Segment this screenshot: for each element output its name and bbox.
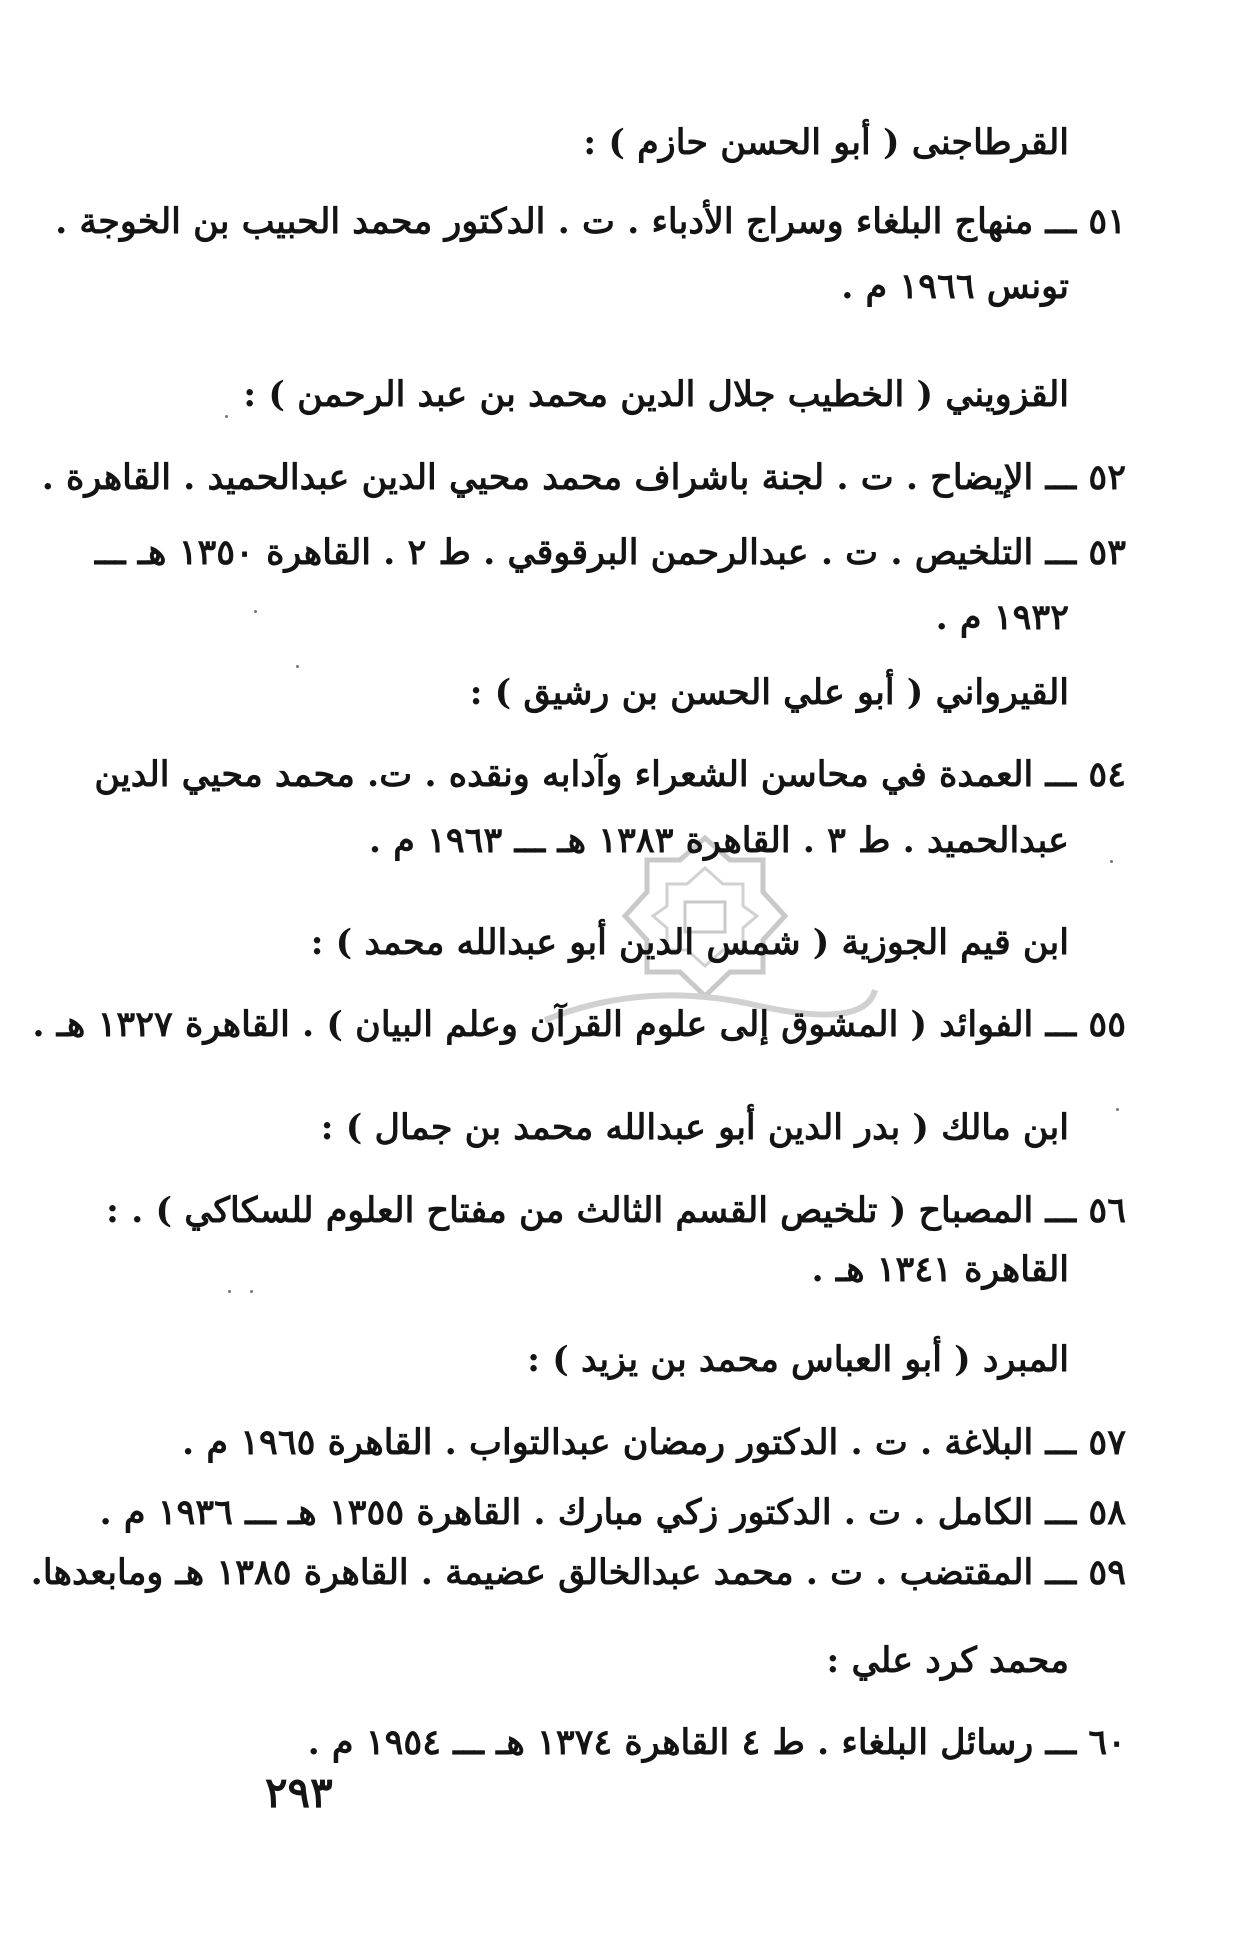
bibliography-entry: ٥٦ ـــ المصباح ( تلخيص القسم الثالث من مفتاح العلوم للسكاكي ) . : bbox=[106, 1190, 1126, 1231]
entry-continuation: عبدالحميد . ط ٣ . القاهرة ١٣٨٣ هـ ـــ ١٩٦٣ م . bbox=[368, 820, 1069, 861]
bibliography-entry: ٥٨ ـــ الكامل . ت . الدكتور زكي مبارك . القاهرة ١٣٥٥ هـ ـــ ١٩٣٦ م . bbox=[99, 1492, 1126, 1533]
author-heading: محمد كرد علي : bbox=[826, 1640, 1069, 1681]
bibliography-entry: ٥٧ ـــ البلاغة . ت . الدكتور رمضان عبدالتواب . القاهرة ١٩٦٥ م . bbox=[182, 1422, 1126, 1463]
entry-continuation: تونس ١٩٦٦ م . bbox=[841, 266, 1069, 307]
bibliography-entry: ٥١ ـــ منهاج البلغاء وسراج الأدباء . ت . الدكتور محمد الحبيب بن الخوجة . bbox=[55, 201, 1126, 242]
scan-speck bbox=[1116, 1108, 1119, 1111]
author-heading: القرطاجنى ( أبو الحسن حازم ) : bbox=[583, 122, 1069, 163]
author-heading: ابن مالك ( بدر الدين أبو عبدالله محمد بن جمال ) : bbox=[320, 1107, 1069, 1148]
bibliography-entry: ٦٠ ـــ رسائل البلغاء . ط ٤ القاهرة ١٣٧٤ هـ ـــ ١٩٥٤ م . bbox=[307, 1722, 1126, 1763]
author-heading: ابن قيم الجوزية ( شمس الدين أبو عبدالله محمد ) : bbox=[310, 922, 1069, 963]
entry-continuation: القاهرة ١٣٤١ هـ . bbox=[811, 1249, 1069, 1290]
entry-continuation: ١٩٣٢ م . bbox=[935, 597, 1069, 638]
bibliography-entry: ٥٥ ـــ الفوائد ( المشوق إلى علوم القرآن وعلم البيان ) . القاهرة ١٣٢٧ هـ . bbox=[32, 1004, 1126, 1045]
author-heading: المبرد ( أبو العباس محمد بن يزيد ) : bbox=[527, 1339, 1069, 1380]
author-heading: القيرواني ( أبو علي الحسن بن رشيق ) : bbox=[469, 672, 1069, 713]
scan-speck bbox=[228, 1290, 231, 1293]
page-number: ٢٩٣ bbox=[265, 1768, 333, 1817]
author-heading: القزويني ( الخطيب جلال الدين محمد بن عبد الرحمن ) : bbox=[243, 374, 1069, 415]
scan-speck bbox=[225, 415, 228, 418]
scan-speck bbox=[296, 665, 299, 668]
scan-speck bbox=[1110, 860, 1113, 863]
bibliography-entry: ٥٤ ـــ العمدة في محاسن الشعراء وآدابه ونقده . ت. محمد محيي الدين bbox=[94, 754, 1126, 795]
bibliography-entry: ٥٣ ـــ التلخيص . ت . عبدالرحمن البرقوقي . ط ٢ . القاهرة ١٣٥٠ هـ ـــ bbox=[94, 532, 1126, 573]
bibliography-entry: ٥٩ ـــ المقتضب . ت . محمد عبدالخالق عضيمة . القاهرة ١٣٨٥ هـ ومابعدها. bbox=[30, 1552, 1126, 1593]
bibliography-entry: ٥٢ ـــ الإيضاح . ت . لجنة باشراف محمد محيي الدين عبدالحميد . القاهرة . bbox=[41, 457, 1126, 498]
scan-speck bbox=[254, 610, 257, 613]
scan-speck bbox=[250, 1290, 253, 1293]
